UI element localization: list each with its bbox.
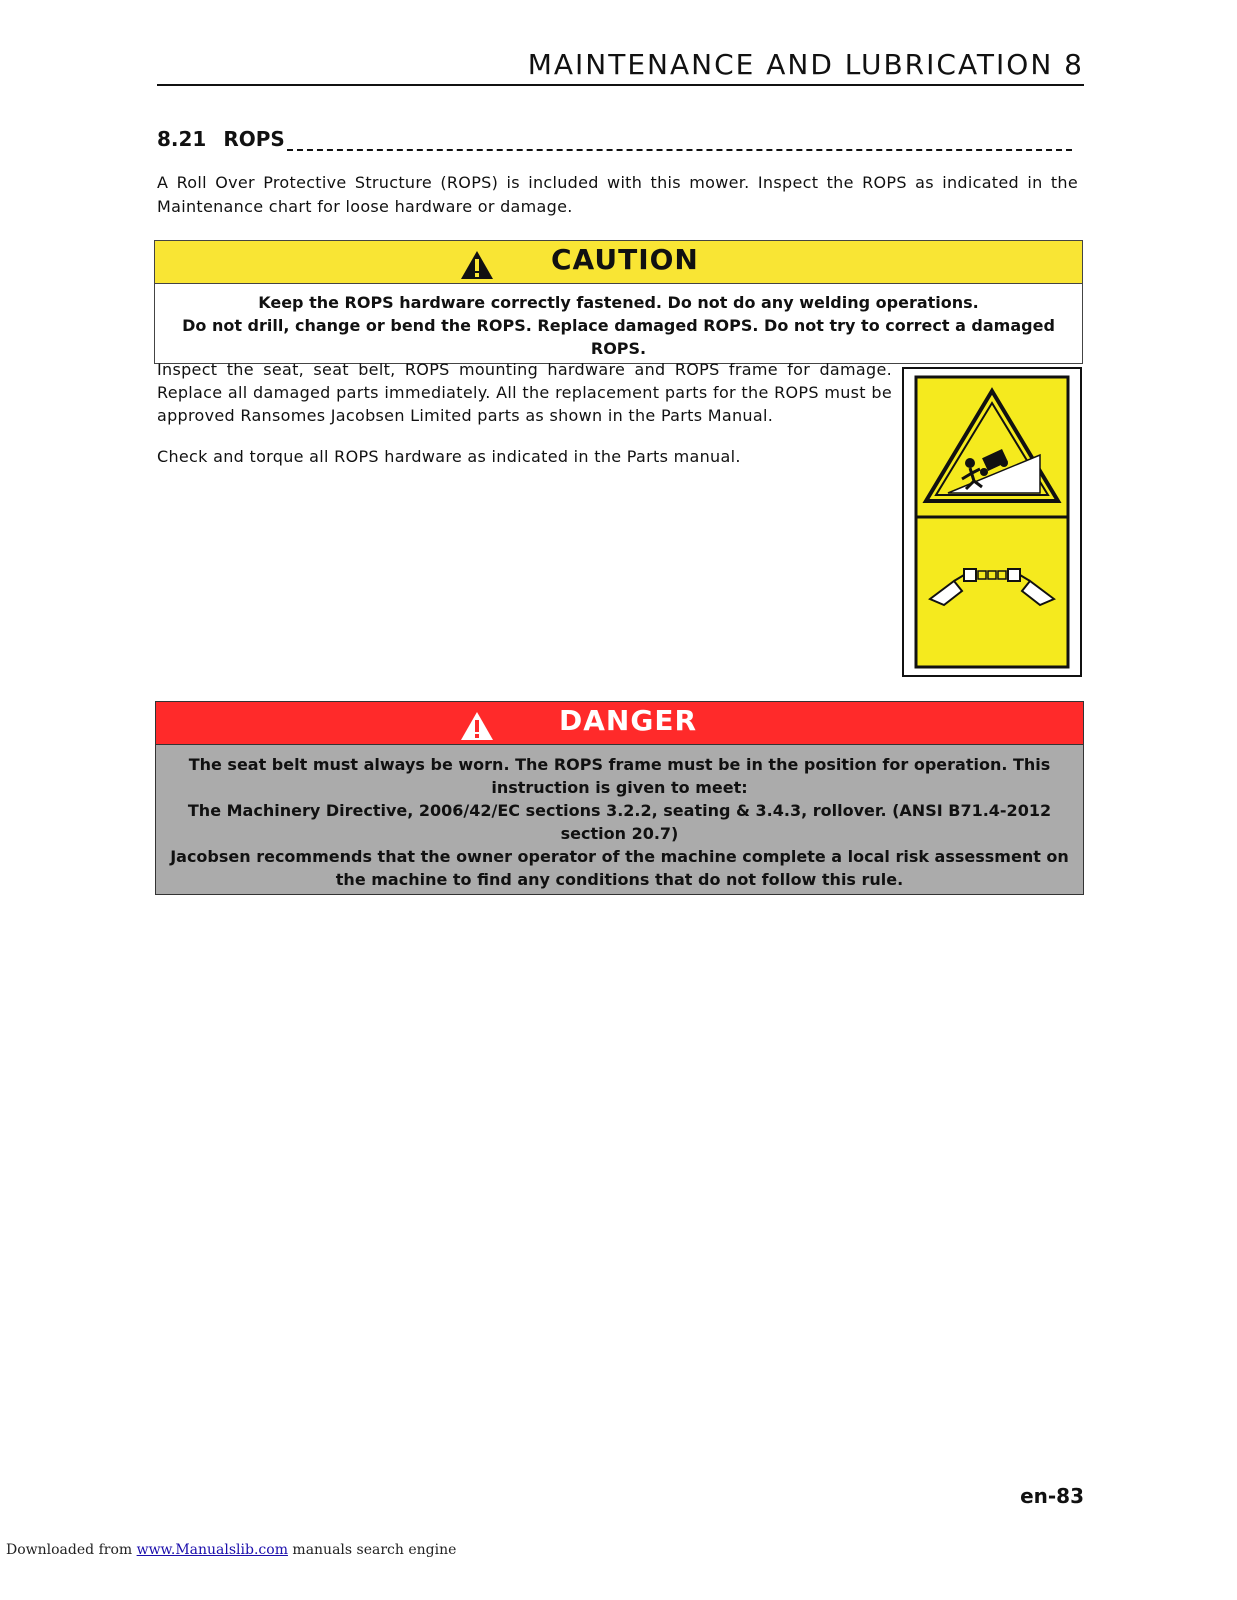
danger-line: The seat belt must always be worn. The ROPS frame must be in the position for operation. This instruction is given to meet: xyxy=(188,755,1051,797)
manualslib-link[interactable]: www.Manualslib.com xyxy=(136,1542,288,1558)
footer-suffix: manuals search engine xyxy=(287,1542,457,1558)
warning-triangle-icon xyxy=(460,250,494,280)
caution-body xyxy=(155,284,1082,363)
page-header xyxy=(157,46,1084,86)
warning-triangle-icon xyxy=(460,711,494,741)
inspect-paragraph: Inspect the seat, seat belt, ROPS mounting hardware and ROPS frame for damage. Replace all damaged parts immediately. All the replacement parts for the ROPS must be approved Ransomes Jacobsen Limited parts as shown in the Parts Manual. xyxy=(157,360,892,425)
danger-box xyxy=(155,701,1084,895)
caution-line: Keep the ROPS hardware correctly fastened. Do not do any welding operations. xyxy=(258,293,979,312)
section-heading xyxy=(157,127,1072,155)
rollover-seatbelt-decal-icon xyxy=(904,369,1080,675)
section-title: ROPS xyxy=(223,127,285,151)
danger-label: DANGER xyxy=(559,704,698,737)
caution-header xyxy=(155,241,1082,284)
intro-paragraph: A Roll Over Protective Structure (ROPS) is included with this mower. Inspect the ROPS as indicated in the Maintenance chart for loose hardware or damage. xyxy=(157,173,1078,216)
danger-header xyxy=(156,702,1083,745)
caution-label: CAUTION xyxy=(551,243,699,276)
page-number: en-83 xyxy=(1020,1484,1084,1508)
heading-rule xyxy=(287,149,1072,151)
torque-paragraph: Check and torque all ROPS hardware as indicated in the Parts manual. xyxy=(157,447,741,466)
caution-line: Do not drill, change or bend the ROPS. Replace damaged ROPS. Do not try to correct a damaged ROPS. xyxy=(182,316,1055,358)
danger-body xyxy=(156,745,1083,894)
download-footer xyxy=(6,1542,456,1558)
footer-prefix: Downloaded from xyxy=(6,1542,137,1558)
danger-line: Jacobsen recommends that the owner operator of the machine complete a local risk assessment on the machine to find any conditions that do not follow this rule. xyxy=(170,847,1069,889)
chapter-title: MAINTENANCE AND LUBRICATION 8 xyxy=(527,48,1084,81)
caution-box xyxy=(154,240,1083,364)
danger-line: The Machinery Directive, 2006/42/EC sections 3.2.2, seating & 3.4.3, rollover. (ANSI B71.4-2012 section 20.7) xyxy=(187,801,1052,843)
section-number: 8.21 xyxy=(157,127,207,151)
rollover-seatbelt-decal xyxy=(902,367,1082,677)
